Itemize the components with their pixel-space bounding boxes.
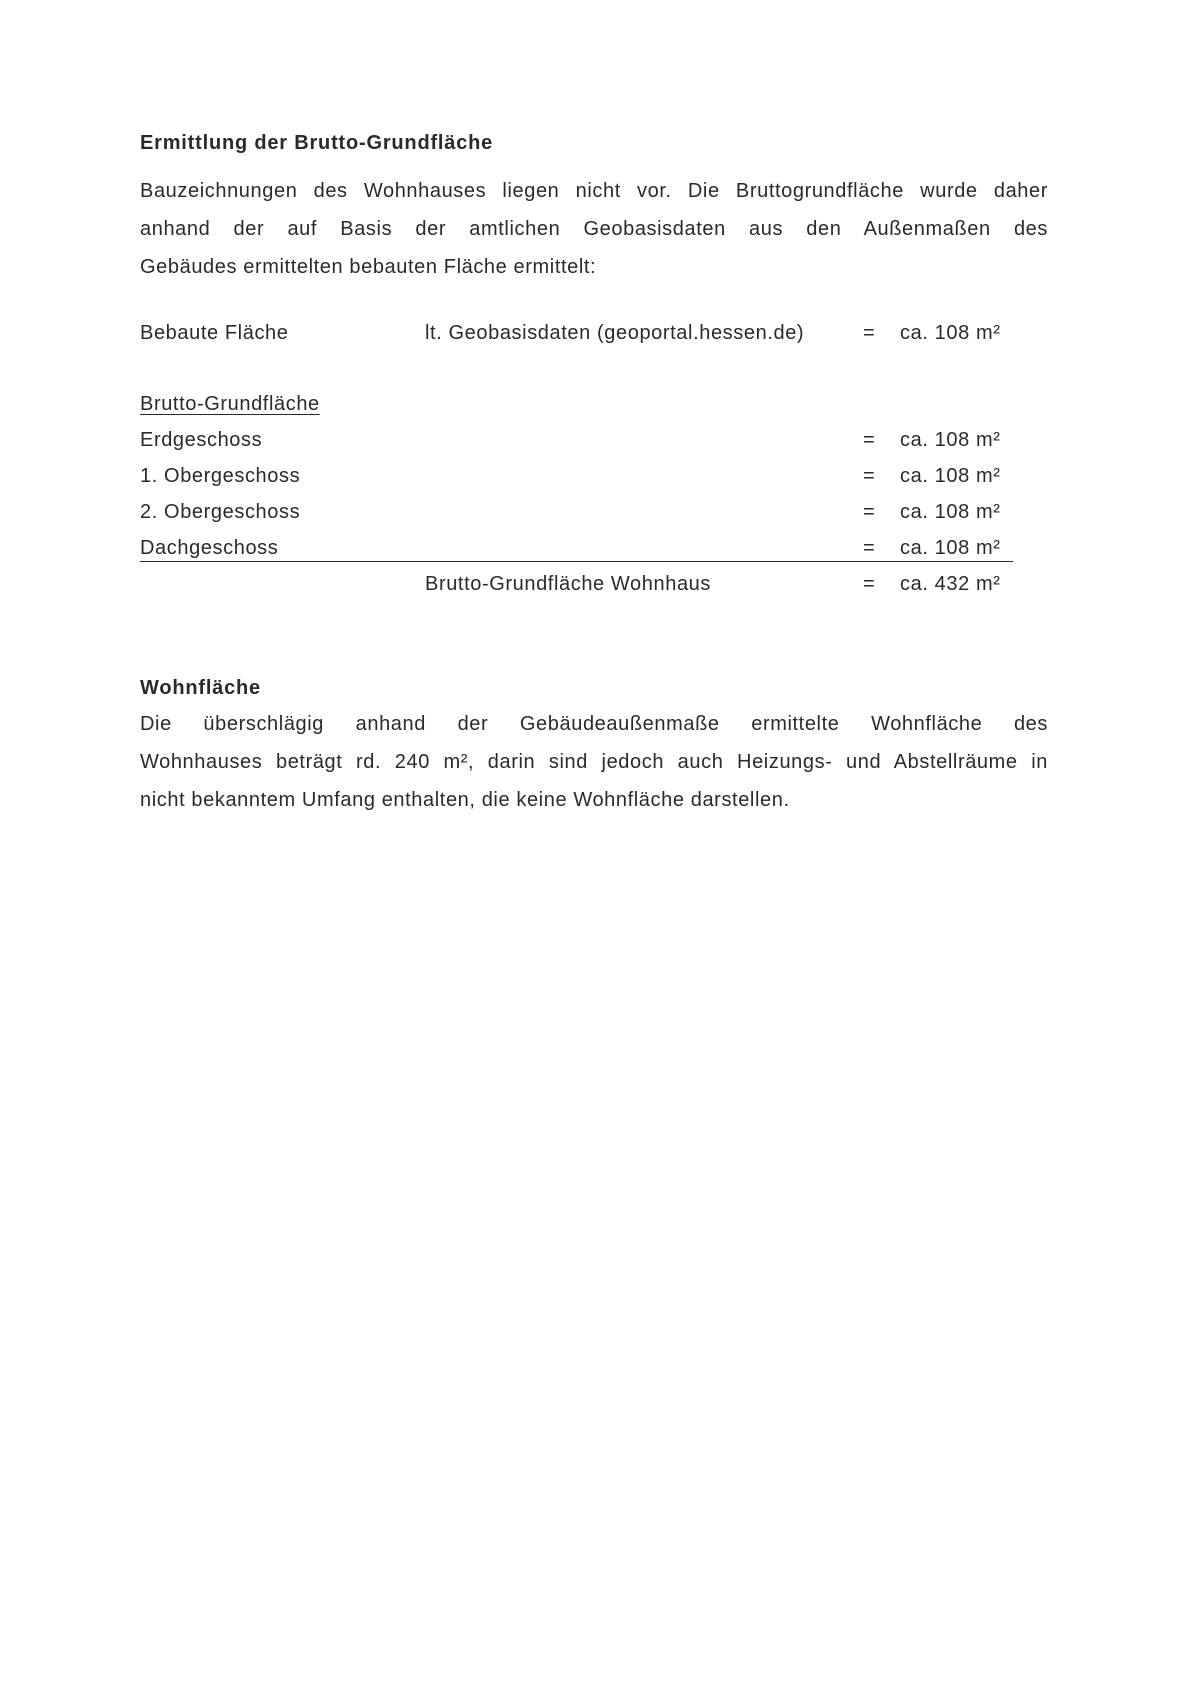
equals-sign: = <box>863 501 876 523</box>
sum-divider-line <box>140 561 1013 562</box>
intro-line: Gebäudes ermittelten bebauten Fläche ermittelt: <box>140 256 597 278</box>
wohnflaeche-line: nicht bekanntem Umfang enthalten, die keine Wohnfläche darstellen. <box>140 789 790 811</box>
bebaute-flaeche-source: lt. Geobasisdaten (geoportal.hessen.de) <box>425 322 805 344</box>
intro-paragraph <box>140 172 1048 286</box>
bebaute-flaeche-value: ca. 108 m² <box>900 322 1001 344</box>
bebaute-flaeche-row <box>0 322 1190 352</box>
floor-value: ca. 108 m² <box>900 429 1001 451</box>
section-heading-bgf: Ermittlung der Brutto-Grundfläche <box>140 132 494 154</box>
wohnflaeche-line: Die überschlägig anhand der Gebäudeaußenmaße ermittelte Wohnfläche des <box>140 713 1048 735</box>
equals-sign: = <box>863 573 876 595</box>
wohnflaeche-line: Wohnhauses beträgt rd. 240 m², darin sind jedoch auch Heizungs- und Abstellräume in <box>140 751 1048 773</box>
floor-row <box>0 465 1190 495</box>
bebaute-flaeche-label: Bebaute Fläche <box>140 322 289 344</box>
floor-label: Dachgeschoss <box>140 537 279 559</box>
floor-value: ca. 108 m² <box>900 501 1001 523</box>
floor-value: ca. 108 m² <box>900 465 1001 487</box>
bgf-total-row <box>0 573 1190 603</box>
equals-sign: = <box>863 429 876 451</box>
bgf-total-value: ca. 432 m² <box>900 573 1001 595</box>
floor-row <box>0 501 1190 531</box>
floor-label: Erdgeschoss <box>140 429 263 451</box>
bgf-subtitle: Brutto-Grundfläche <box>140 393 320 415</box>
section-heading-wohnflaeche: Wohnfläche <box>140 677 261 699</box>
equals-sign: = <box>863 537 876 559</box>
intro-line: Bauzeichnungen des Wohnhauses liegen nicht vor. Die Bruttogrundfläche wurde daher <box>140 180 1048 202</box>
floor-row <box>0 429 1190 459</box>
floor-label: 1. Obergeschoss <box>140 465 301 487</box>
floor-value: ca. 108 m² <box>900 537 1001 559</box>
floor-row <box>0 537 1190 567</box>
wohnflaeche-paragraph <box>140 705 1048 819</box>
bgf-total-label: Brutto-Grundfläche Wohnhaus <box>425 573 711 595</box>
intro-line: anhand der auf Basis der amtlichen Geobasisdaten aus den Außenmaßen des <box>140 218 1048 240</box>
equals-sign: = <box>863 322 876 344</box>
bgf-title-row <box>0 393 1190 423</box>
floor-label: 2. Obergeschoss <box>140 501 301 523</box>
equals-sign: = <box>863 465 876 487</box>
